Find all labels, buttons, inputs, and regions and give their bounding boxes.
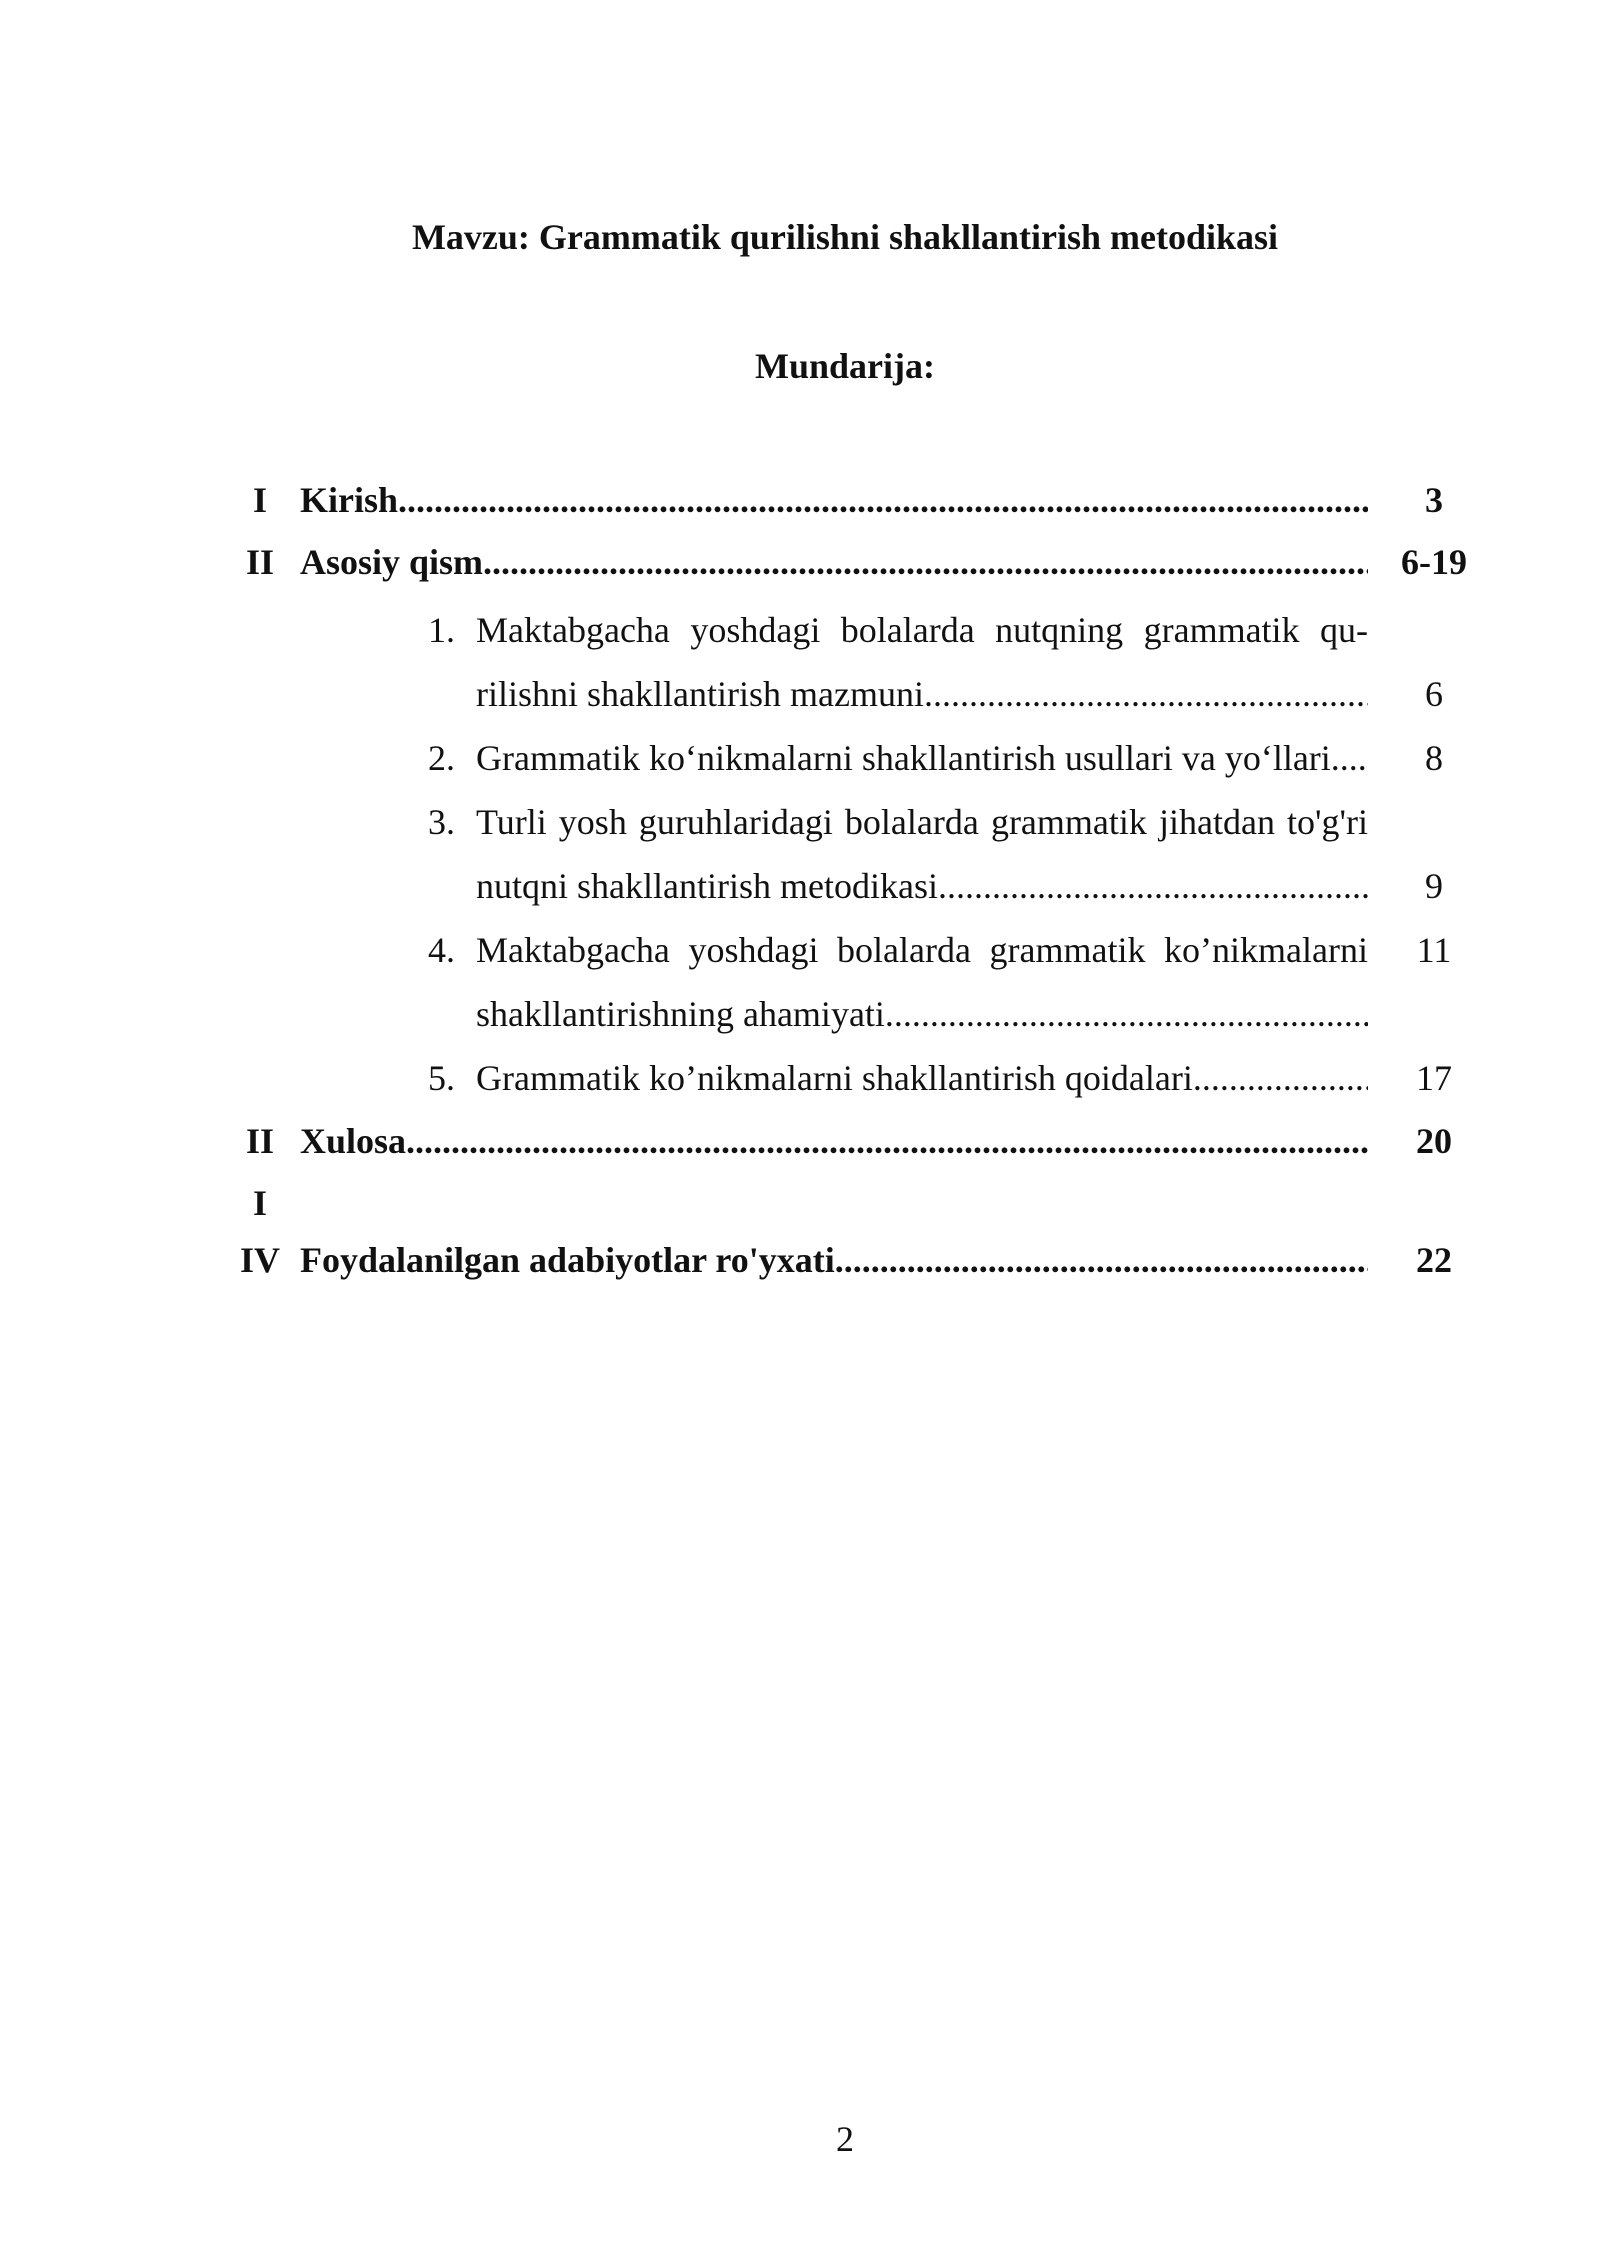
toc-page-number: 3 [1425, 480, 1443, 520]
toc-sub-marker: 1. [428, 610, 455, 650]
toc-sub-line: Maktabgacha yoshdagi bolalarda nutqning grammatik qu- [476, 610, 1368, 650]
toc-page-number: 20 [1416, 1121, 1452, 1161]
toc-number: I [252, 480, 267, 520]
toc-page-number: 22 [1416, 1240, 1452, 1280]
toc-page-number: 17 [1416, 1058, 1452, 1098]
toc-sub-marker: 5. [428, 1058, 455, 1098]
toc-label: Asosiy qism ..... [300, 536, 1368, 588]
toc-label: Xulosa ..... [300, 1110, 1368, 1172]
toc-entry-kirish [220, 474, 1490, 536]
toc-number: II [245, 542, 275, 582]
toc-page-number: 6 [1425, 674, 1443, 714]
toc-number: II I [245, 1121, 275, 1223]
toc-entry-asosiy [220, 536, 1490, 598]
toc-subentry-1 [220, 598, 1490, 726]
toc-entry-xulosa [220, 1110, 1490, 1234]
toc-sub-line: Grammatik ko‘nikmalarni shakllantirish usullari va yo‘llari ..... [476, 726, 1368, 790]
page-number: 2 [836, 2119, 854, 2159]
toc-page-number: 11 [1416, 930, 1452, 970]
document-title: Mavzu: Grammatik qurilishni shakllantirish metodikasi [411, 217, 1279, 257]
table-of-contents [220, 474, 1490, 1296]
toc-entry-adabiyotlar [220, 1234, 1490, 1296]
toc-sub-line: Maktabgacha yoshdagi bolalarda grammatik ko’nikmalarni [476, 930, 1368, 970]
toc-sub-marker: 2. [428, 738, 455, 778]
toc-label: Kirish ..... [300, 474, 1368, 526]
toc-subentry-2 [220, 726, 1490, 790]
toc-page-number: 6-19 [1401, 542, 1467, 582]
toc-label: Foydalanilgan adabiyotlar ro'yxati ..... [300, 1234, 1368, 1286]
toc-page-number: 8 [1425, 738, 1443, 778]
toc-sub-line: nutqni shakllantirish metodikasi ..... [476, 854, 1368, 918]
toc-sub-line: Grammatik ko’nikmalarni shakllantirish qoidalari ..... [476, 1046, 1368, 1110]
toc-sub-marker: 4. [428, 930, 455, 970]
toc-subentry-4 [220, 918, 1490, 1046]
toc-sub-line: Turli yosh guruhlaridagi bolalarda grammatik jihatdan to'g'ri [476, 802, 1368, 842]
toc-sub-marker: 3. [428, 802, 455, 842]
toc-number: IV [239, 1240, 280, 1280]
toc-page-number: 9 [1425, 866, 1443, 906]
toc-subentry-3 [220, 790, 1490, 918]
toc-sub-line: rilishni shakllantirish mazmuni ..... [476, 662, 1368, 726]
toc-heading: Mundarija: [755, 346, 935, 386]
toc-subentry-5 [220, 1046, 1490, 1110]
toc-sub-line: shakllantirishning ahamiyati ..... [476, 982, 1368, 1046]
